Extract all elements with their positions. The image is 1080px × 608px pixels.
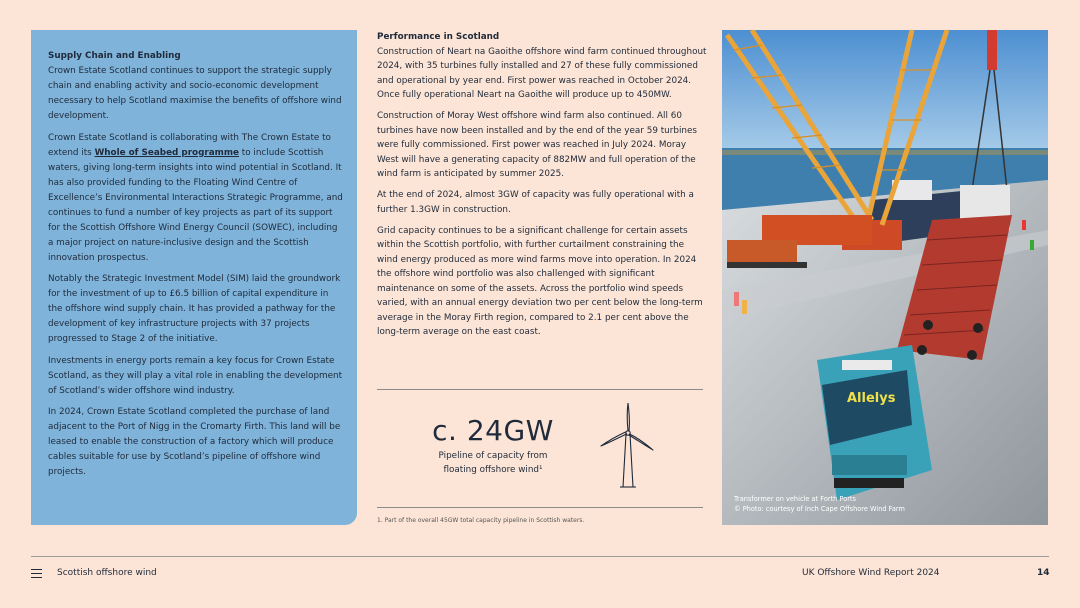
stat-caption-line: Pipeline of capacity from [438,451,548,461]
paragraph-text: Crown Estate Scotland is collaborating with The Crown Estate to extend its [48,132,331,158]
footnote: 1. Part of the overall 45GW total capacity pipeline in Scottish waters. [377,517,585,524]
performance-paragraph-2: Construction of Moray West offshore wind farm also continued. All 60 turbines have now been installed and by the end of the year 59 turbines were fully commissioned. First power was reached in July 2024. Moray West will have a generating capacity of 882MW and full operation of the wind farm is anticipated by summer 2025. [377,111,697,179]
supply-chain-paragraph-2 [48,131,345,266]
stat-value: c. 24GW [432,414,554,447]
page-number: 14 [1037,568,1050,578]
wind-turbine-icon [598,403,658,489]
paragraph-text: to include Scottish waters, giving long-term insights into wind potential in Scotland. It has also provided funding to the Floating Wind Centre of Excellence’s Environmental Interactions Strategic Programme, and continues to fund a number of key projects as part of its support for the Scottish Offshore Wind Energy Council (SOWEC), including a major project on nature-inclusive design and the Scottish innovation prospectus. [48,147,343,263]
supply-chain-paragraph-3: Notably the Strategic Investment Model (SIM) laid the groundwork for the investment of up to £6.5 billion of capital expenditure in the offshore wind supply chain. It has provided a pathway for the development of key infrastructure projects with 37 projects progressed to Stage 2 of the initiative. [48,274,341,344]
stat-caption-line: floating offshore wind¹ [443,465,543,475]
footer-report-title: UK Offshore Wind Report 2024 [802,568,940,578]
supply-chain-heading: Supply Chain and Enabling [48,51,181,61]
performance-heading: Performance in Scotland [377,32,500,42]
photo-caption-line: Transformer on vehicle at Forth Ports [734,495,856,503]
port-photo [722,30,1048,525]
photo-credit-line: © Photo: courtesy of Inch Cape Offshore Wind Farm [734,504,905,513]
supply-chain-paragraph-4: Investments in energy ports remain a key focus for Crown Estate Scotland, as they will play a vital role in enabling the development of Scotland’s wider offshore wind industry. [48,355,343,396]
truck-livery-text: Allelys [847,391,896,406]
performance-paragraph-3: At the end of 2024, almost 3GW of capacity was fully operational with a further 1.3GW in construction. [377,190,694,215]
transformer-vehicle-photo [722,30,1048,525]
stat-caption [378,449,608,477]
footer-section-title: Scottish offshore wind [57,568,157,578]
supply-chain-paragraph-1: Crown Estate Scotland continues to support the strategic supply chain and enabling activity and socio-economic development necessary to help Scotland maximise the benefits of offshore wind development. [48,66,342,121]
whole-of-seabed-link[interactable]: Whole of Seabed programme [94,147,239,158]
photo-caption [734,495,905,514]
divider [377,507,703,508]
supply-chain-panel [31,30,357,525]
performance-paragraph-4: Grid capacity continues to be a significant challenge for certain assets within the Scottish portfolio, with further curtailment constraining the wind energy produced as more wind farms move into operation. In 2024 the offshore wind portfolio was also challenged with significant maintenance on some of the assets. Across the portfolio wind speeds varied, with an annual energy deviation two per cent below the long-term average in the Moray Firth region, compared to 2.1 per cent above the long-term average on the east coast. [377,225,703,337]
performance-section [377,30,707,346]
divider [377,389,703,390]
footer-divider [31,556,1049,557]
supply-chain-paragraph-5: In 2024, Crown Estate Scotland completed the purchase of land adjacent to the Port of Nigg in the Cromarty Firth. This land will be leased to enable the construction of a factory which will produce cables suitable for use by Scotland’s pipeline of offshore wind projects. [48,407,341,477]
performance-paragraph-1: Construction of Neart na Gaoithe offshore wind farm continued throughout 2024, with 35 turbines fully installed and 27 of these fully commissioned and operational by year end. First power was reached in October 2024. Once fully operational Neart na Gaoithe will produce up to 450MW. [377,46,707,100]
menu-icon[interactable] [31,569,42,581]
